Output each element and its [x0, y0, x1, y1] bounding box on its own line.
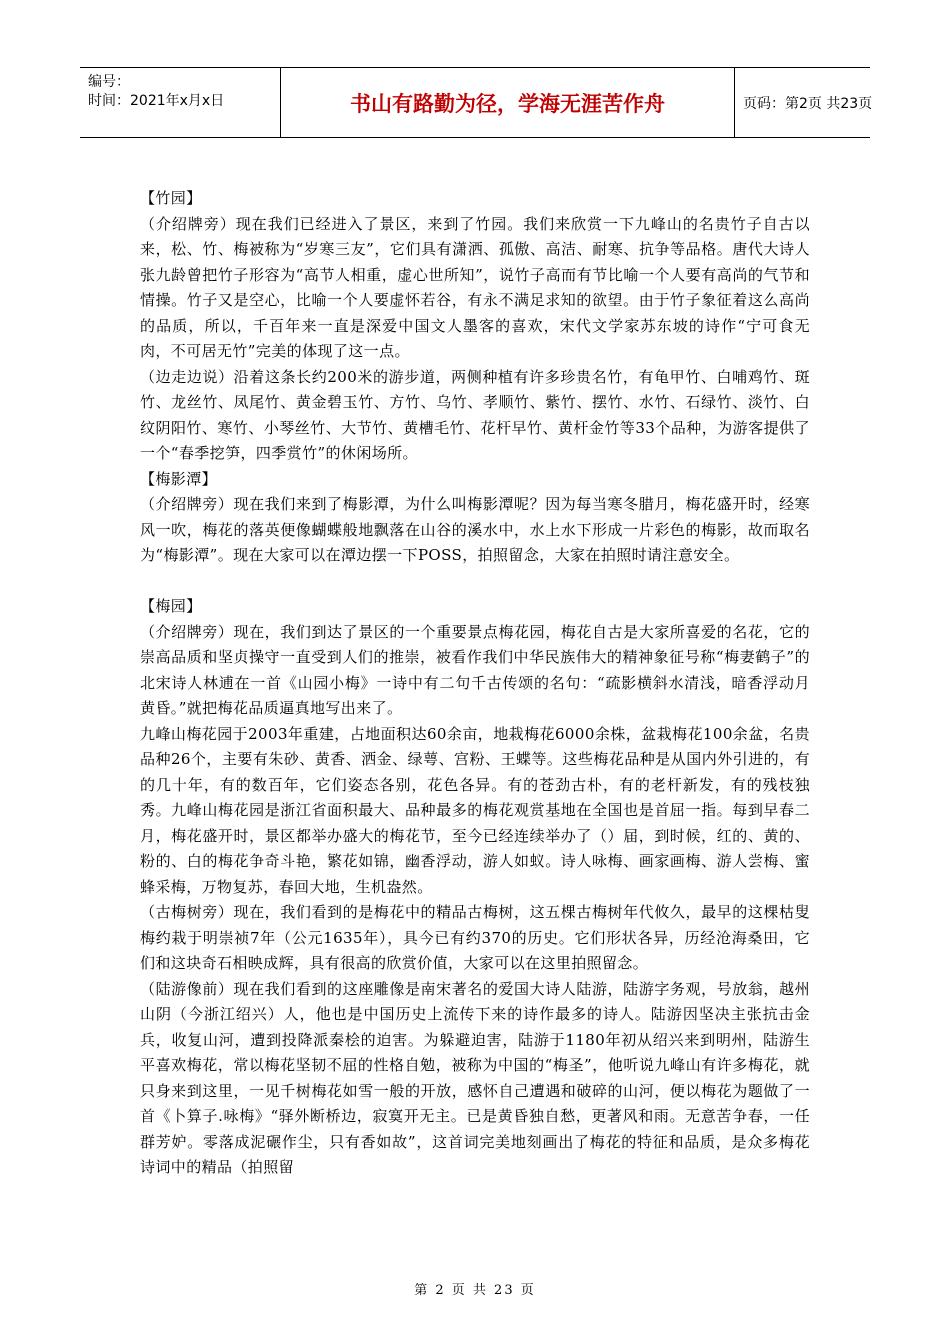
body-paragraph: 九峰山梅花园于2003年重建，占地面积达60余亩，地栽梅花6000余株，盆栽梅花100余盆，名贵品种26个，主要有朱砂、黄香、洒金、绿萼、宫粉、王蝶等。这些梅花品种是从国内外引进的，有的几十年，有的数百年，它们姿态各别，花色各异。有的苍劲古朴，有的老杆新发，有的残枝独秀。九峰山梅花园是浙江省面积最大、品种最多的梅花观赏基地在全国也是首屈一指。每到早春二月，梅花盛开时，景区都举办盛大的梅花节，至今已经连续举办了（）届，到时候，红的、黄的、粉的、白的梅花争奇斗艳，繁花如锦，幽香浮动，游人如蚁。诗人咏梅、画家画梅、游人尝梅、蜜蜂采梅，万物复苏，春回大地，生机盎然。: [140, 724, 810, 896]
header-motto: 书山有路勤为径，学海无涯苦作舟: [350, 91, 665, 116]
header-page-number: 页码：第2页 共23页: [743, 95, 873, 112]
document-body: [140, 186, 810, 1181]
document-number-label: 编号：: [88, 74, 130, 90]
section-heading-plum-shadow-pool: 【梅影潭】: [140, 469, 218, 488]
document-date-label: 时间：2021年x月x日: [88, 93, 225, 109]
body-paragraph: （介绍牌旁）现在，我们到达了景区的一个重要景点梅花园，梅花自古是大家所喜爱的名花，它的崇高品质和坚贞操守一直受到人们的推崇，被看作我们中华民族伟大的精神象征号称“梅妻鹤子”的北宋诗人林逋在一首《山园小梅》一诗中有二句千古传颂的名句：“疏影横斜水清浅，暗香浮动月黄昏。”就把梅花品质逼真地写出来了。: [140, 622, 810, 717]
header-meta-cell: [80, 68, 280, 137]
section-heading-plum-garden: 【梅园】: [140, 597, 202, 615]
page-header: [80, 67, 873, 138]
page-footer: 第 2 页 共 23 页: [414, 1283, 536, 1298]
body-paragraph: （介绍牌旁）现在我们来到了梅影潭，为什么叫梅影潭呢？因为每当寒冬腊月，梅花盛开时，经寒风一吹，梅花的落英便像蝴蝶般地飘落在山谷的溪水中，水上水下形成一片彩色的梅影，故而取名为“梅影潭”。现在大家可以在潭边摆一下POSS，拍照留念，大家在拍照时请注意安全。: [140, 495, 810, 564]
header-motto-cell: [280, 68, 735, 137]
blank-line: [140, 569, 810, 595]
section-heading-bamboo-garden: 【竹园】: [140, 189, 202, 207]
body-paragraph: （古梅树旁）现在，我们看到的是梅花中的精品古梅树，这五棵古梅树年代攸久，最早的这棵枯叟梅约栽于明崇祯7年（公元1635年），具今已有约370的历史。它们形状各异，历经沧海桑田，它们和这块奇石相映成辉，具有很高的欣赏价值，大家可以在这里拍照留念。: [140, 903, 810, 972]
body-paragraph: （陆游像前）现在我们看到的这座雕像是南宋著名的爱国大诗人陆游，陆游字务观，号放翁，越州山阴（今浙江绍兴）人，他也是中国历史上流传下来的诗作最多的诗人。陆游因坚决主张抗击金兵，收复山河，遭到投降派秦桧的迫害。为躲避迫害，陆游于1180年初从绍兴来到明州，陆游生平喜欢梅花，常以梅花坚韧不屈的性格自勉，被称为中国的“梅圣”，他听说九峰山有许多梅花，就只身来到这里，一见千树梅花如雪一般的开放，感怀自己遭遇和破碎的山河，便以梅花为题做了一首《卜算子.咏梅》“驿外断桥边，寂寞开无主。已是黄昏独自愁，更著风和雨。无意苦争春，一任群芳妒。零落成泥碾作尘，只有香如故”，这首词完美地刻画出了梅花的特征和品质，是众多梅花诗词中的精品（拍照留: [140, 979, 810, 1176]
header-page-cell: [734, 68, 873, 137]
body-paragraph: （介绍牌旁）现在我们已经进入了景区，来到了竹园。我们来欣赏一下九峰山的名贵竹子自古以来，松、竹、梅被称为“岁寒三友”，它们具有潇洒、孤傲、高洁、耐寒、抗争等品格。唐代大诗人张九龄曾把竹子形容为“高节人相重，虚心世所知”，说竹子高而有节比喻一个人要有高尚的气节和情操。竹子又是空心，比喻一个人要虚怀若谷，有永不满足求知的欲望。由于竹子象征着这么高尚的品质，所以，千百年来一直是深爱中国文人墨客的喜欢，宋代文学家苏东坡的诗作“宁可食无肉，不可居无竹”完美的体现了这一点。: [140, 214, 810, 360]
body-paragraph: （边走边说）沿着这条长约200米的游步道，两侧种植有许多珍贵名竹，有龟甲竹、白哺鸡竹、斑竹、龙丝竹、凤尾竹、黄金碧玉竹、方竹、乌竹、孝顺竹、紫竹、摆竹、水竹、石绿竹、淡竹、白纹阴阳竹、寒竹、小琴丝竹、大节竹、黄槽毛竹、花杆早竹、黄杆金竹等33个品种，为游客提供了一个“春季挖笋，四季赏竹”的休闲场所。: [140, 367, 810, 462]
